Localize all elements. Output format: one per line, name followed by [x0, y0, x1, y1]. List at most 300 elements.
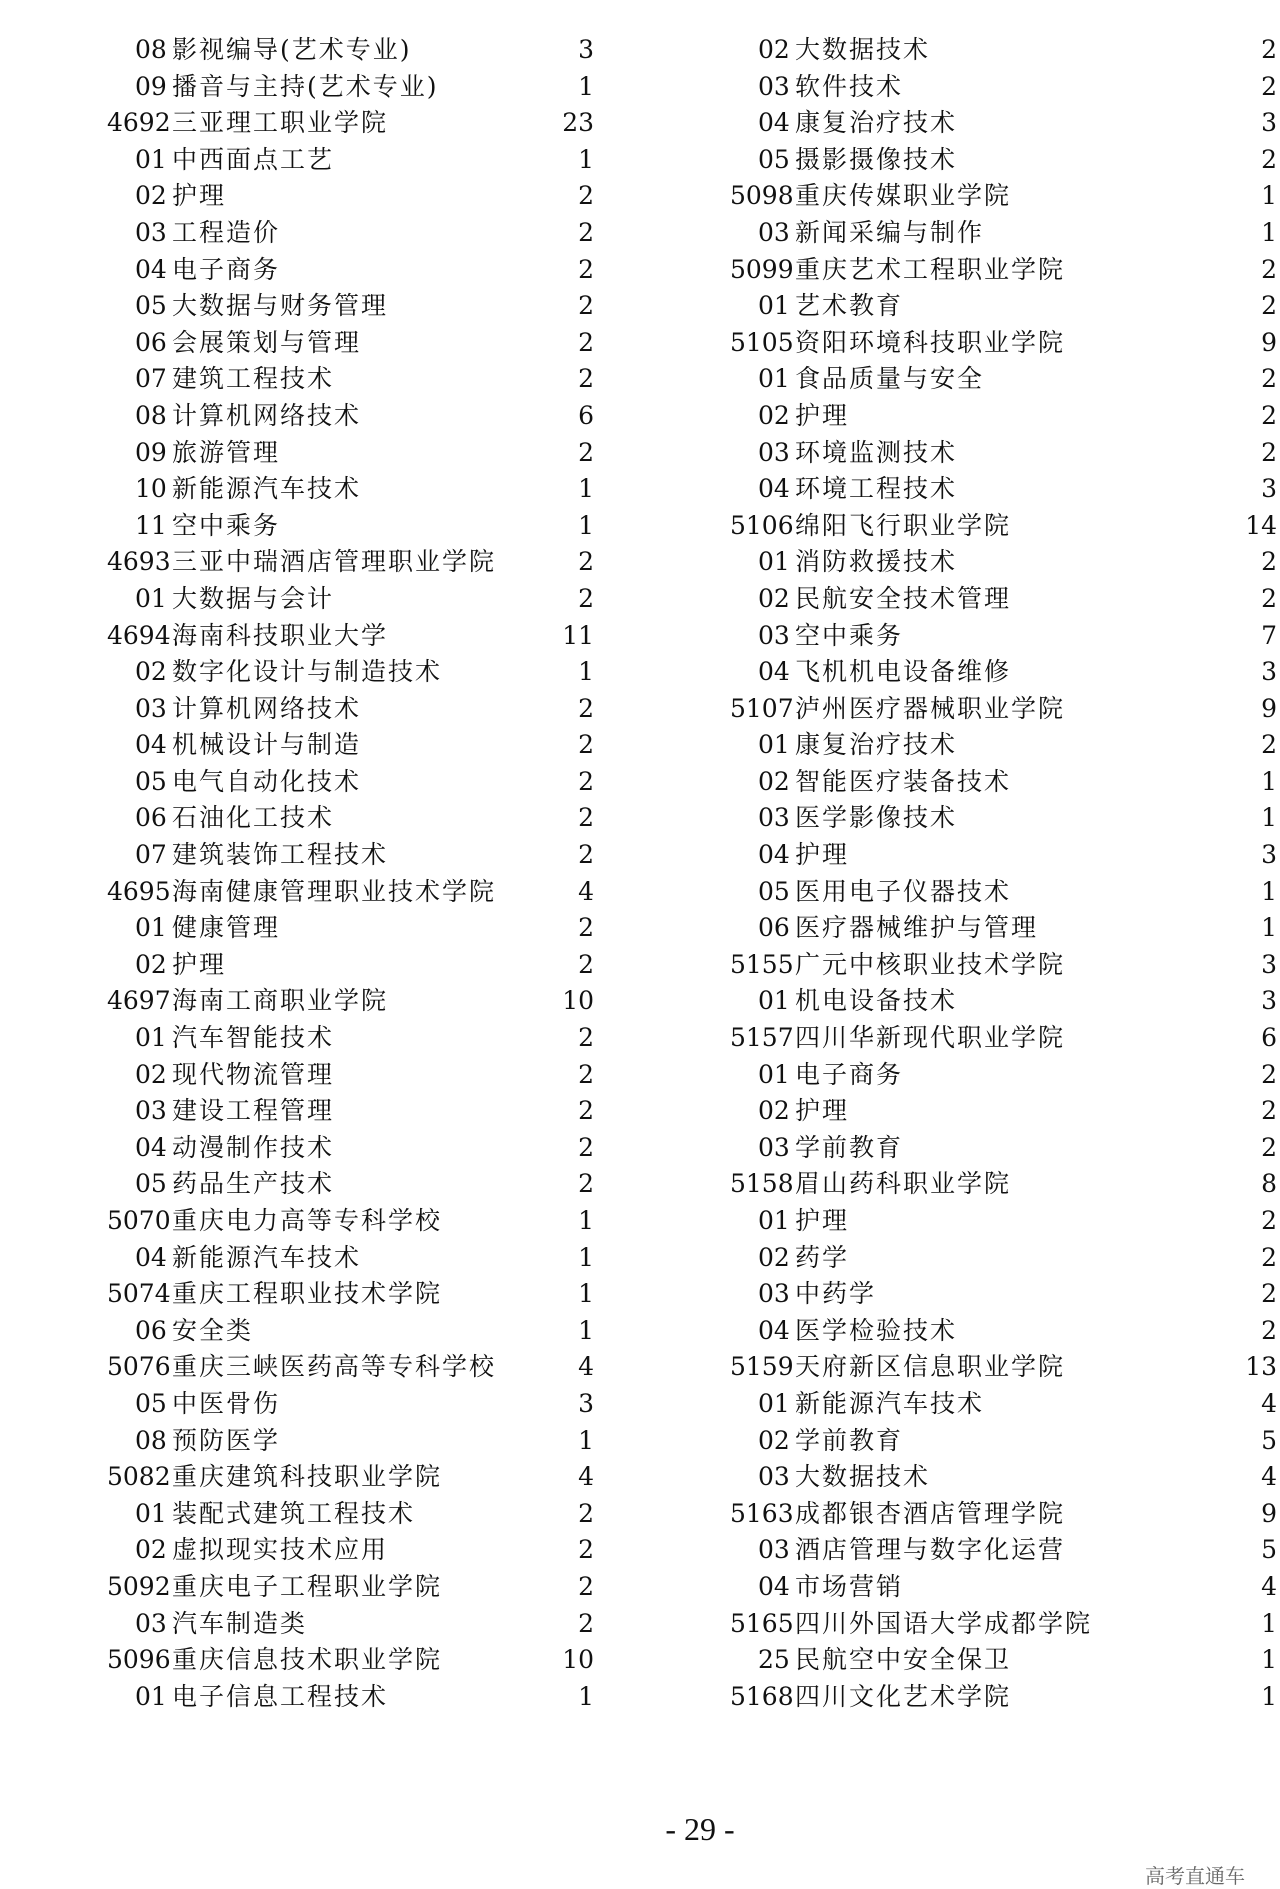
major-code: 01	[758, 1388, 790, 1418]
major-name: 建设工程管理	[172, 1096, 335, 1126]
major-code: 02	[135, 657, 167, 687]
major-row	[0, 910, 640, 947]
major-code: 04	[135, 730, 167, 760]
enrollment-count: 1	[1261, 1645, 1277, 1675]
major-row	[640, 1057, 1280, 1094]
major-code: 03	[758, 620, 790, 650]
enrollment-count: 2	[1261, 1315, 1277, 1345]
major-row	[0, 32, 640, 69]
major-name: 康复治疗技术	[795, 730, 958, 760]
major-name: 护理	[172, 181, 227, 211]
major-name: 动漫制作技术	[172, 1132, 335, 1162]
enrollment-count: 2	[578, 1169, 594, 1199]
major-name: 健康管理	[172, 913, 281, 943]
major-name: 空中乘务	[172, 510, 281, 540]
school-row	[0, 105, 640, 142]
enrollment-count: 1	[578, 1315, 594, 1345]
major-row	[640, 1093, 1280, 1130]
enrollment-count: 2	[1261, 547, 1277, 577]
major-name: 护理	[795, 1206, 850, 1235]
major-code: 09	[135, 437, 167, 467]
enrollment-count: 3	[1261, 986, 1277, 1016]
enrollment-count: 2	[578, 1096, 594, 1126]
major-code: 03	[758, 1535, 790, 1565]
major-code: 04	[758, 657, 790, 687]
major-name: 数字化设计与制造技术	[172, 657, 443, 687]
school-code: 5158	[730, 1169, 794, 1199]
major-name: 会展策划与管理	[172, 327, 362, 357]
major-name: 计算机网络技术	[172, 400, 362, 430]
major-row	[0, 1166, 640, 1203]
major-code: 03	[135, 1608, 167, 1638]
major-name: 摄影摄像技术	[795, 144, 958, 174]
major-code: 02	[758, 1425, 790, 1455]
school-name: 成都银杏酒店管理学院	[795, 1498, 1066, 1528]
school-row	[640, 325, 1280, 362]
major-row	[0, 1093, 640, 1130]
major-code: 03	[758, 1279, 790, 1309]
major-code: 01	[135, 913, 167, 943]
enrollment-count: 1	[578, 510, 594, 540]
major-code: 03	[758, 1462, 790, 1492]
major-code: 02	[135, 1535, 167, 1565]
school-row	[640, 1606, 1280, 1643]
major-name: 电子商务	[795, 1059, 904, 1089]
enrollment-count: 1	[578, 1425, 594, 1455]
major-row	[0, 654, 640, 691]
major-code: 03	[135, 217, 167, 247]
major-code: 02	[758, 400, 790, 430]
major-row	[0, 1057, 640, 1094]
school-name: 三亚理工职业学院	[172, 108, 389, 138]
major-code: 04	[135, 1132, 167, 1162]
enrollment-count: 1	[1261, 876, 1277, 906]
enrollment-count: 2	[578, 840, 594, 870]
school-code: 5155	[730, 949, 794, 979]
major-code: 04	[758, 1315, 790, 1345]
major-code: 02	[135, 949, 167, 979]
major-row	[0, 1496, 640, 1533]
major-row	[0, 1679, 640, 1716]
major-row	[0, 1313, 640, 1350]
school-name: 重庆三峡医药高等专科学校	[172, 1352, 497, 1382]
school-code: 5107	[730, 693, 794, 723]
enrollment-count: 3	[1261, 108, 1277, 138]
major-row	[0, 361, 640, 398]
school-name: 眉山药科职业学院	[795, 1169, 1012, 1199]
major-row	[0, 691, 640, 728]
major-name: 新闻采编与制作	[795, 217, 985, 247]
major-row	[0, 947, 640, 984]
school-name: 重庆电力高等专科学校	[172, 1206, 443, 1235]
major-row	[640, 361, 1280, 398]
right-column	[640, 32, 1280, 1715]
school-code: 5092	[107, 1571, 171, 1601]
major-row	[0, 1240, 640, 1277]
major-name: 护理	[795, 400, 850, 430]
major-name: 学前教育	[795, 1425, 904, 1455]
enrollment-count: 10	[562, 1645, 594, 1675]
enrollment-count: 4	[1261, 1462, 1277, 1492]
major-code: 01	[135, 1681, 167, 1711]
school-code: 5106	[730, 510, 794, 540]
major-code: 06	[135, 1315, 167, 1345]
major-row	[640, 398, 1280, 435]
enrollment-count: 2	[1261, 35, 1277, 64]
enrollment-count: 4	[1261, 1388, 1277, 1418]
school-name: 四川外国语大学成都学院	[795, 1608, 1093, 1638]
page-number: - 29 -	[665, 1811, 735, 1847]
major-code: 02	[135, 1059, 167, 1089]
major-code: 06	[135, 327, 167, 357]
major-row	[640, 874, 1280, 911]
major-row	[640, 1569, 1280, 1606]
major-code: 04	[135, 254, 167, 284]
enrollment-count: 2	[1261, 291, 1277, 321]
major-code: 03	[135, 693, 167, 723]
major-row	[640, 1532, 1280, 1569]
major-name: 大数据技术	[795, 1462, 931, 1492]
enrollment-count: 2	[1261, 400, 1277, 430]
school-code: 4694	[107, 620, 171, 650]
major-code: 03	[135, 1096, 167, 1126]
enrollment-count: 4	[578, 1352, 594, 1382]
major-row	[0, 508, 640, 545]
major-row	[640, 654, 1280, 691]
major-name: 智能医疗装备技术	[795, 766, 1012, 796]
major-name: 新能源汽车技术	[172, 1242, 362, 1272]
major-row	[0, 142, 640, 179]
major-row	[0, 1130, 640, 1167]
major-name: 康复治疗技术	[795, 108, 958, 138]
school-code: 4695	[107, 876, 171, 906]
major-name: 环境工程技术	[795, 474, 958, 504]
school-name: 重庆信息技术职业学院	[172, 1645, 443, 1675]
enrollment-count: 2	[578, 291, 594, 321]
school-name: 泸州医疗器械职业学院	[795, 693, 1066, 723]
major-code: 08	[135, 400, 167, 430]
major-name: 电子商务	[172, 254, 281, 284]
school-code: 5096	[107, 1645, 171, 1675]
enrollment-count: 4	[578, 876, 594, 906]
major-code: 01	[135, 583, 167, 613]
major-row	[0, 471, 640, 508]
major-name: 护理	[795, 1096, 850, 1126]
enrollment-count: 1	[578, 1206, 594, 1235]
school-name: 海南健康管理职业技术学院	[172, 876, 497, 906]
major-name: 汽车智能技术	[172, 1023, 335, 1053]
major-code: 01	[135, 1498, 167, 1528]
enrollment-count: 13	[1245, 1352, 1277, 1382]
enrollment-count: 2	[1261, 144, 1277, 174]
enrollment-count: 5	[1261, 1425, 1277, 1455]
enrollment-count: 2	[578, 913, 594, 943]
school-code: 4697	[107, 986, 171, 1016]
school-code: 4692	[107, 108, 171, 138]
enrollment-count: 1	[1261, 217, 1277, 247]
major-row	[0, 1606, 640, 1643]
major-code: 05	[135, 1388, 167, 1418]
major-name: 虚拟现实技术应用	[172, 1535, 389, 1565]
enrollment-count: 4	[578, 1462, 594, 1492]
major-row	[0, 1386, 640, 1423]
major-row	[640, 983, 1280, 1020]
school-code: 5163	[730, 1498, 794, 1528]
school-name: 天府新区信息职业学院	[795, 1352, 1066, 1382]
enrollment-count: 2	[1261, 1096, 1277, 1126]
enrollment-count: 23	[562, 108, 594, 138]
major-code: 08	[135, 35, 167, 64]
major-name: 影视编导(艺术专业)	[172, 35, 412, 64]
enrollment-count: 2	[1261, 364, 1277, 394]
major-row	[640, 800, 1280, 837]
enrollment-count: 2	[1261, 1132, 1277, 1162]
enrollment-count: 3	[578, 35, 594, 64]
major-name: 大数据与财务管理	[172, 291, 389, 321]
major-code: 01	[135, 144, 167, 174]
major-code: 03	[758, 437, 790, 467]
major-row	[640, 618, 1280, 655]
school-name: 重庆电子工程职业学院	[172, 1571, 443, 1601]
enrollment-count: 2	[578, 217, 594, 247]
enrollment-count: 1	[1261, 913, 1277, 943]
enrollment-count: 1	[578, 1681, 594, 1711]
major-row	[640, 215, 1280, 252]
major-row	[640, 581, 1280, 618]
enrollment-count: 2	[578, 1535, 594, 1565]
major-name: 护理	[795, 840, 850, 870]
school-row	[0, 874, 640, 911]
enrollment-count: 2	[578, 1608, 594, 1638]
enrollment-count: 1	[578, 1242, 594, 1272]
major-name: 药品生产技术	[172, 1169, 335, 1199]
enrollment-count: 1	[578, 71, 594, 101]
major-name: 护理	[172, 949, 227, 979]
enrollment-count: 1	[1261, 803, 1277, 833]
enrollment-count: 2	[578, 1132, 594, 1162]
major-code: 04	[758, 840, 790, 870]
major-name: 汽车制造类	[172, 1608, 308, 1638]
major-code: 01	[758, 1206, 790, 1235]
school-row	[640, 1166, 1280, 1203]
school-row	[0, 618, 640, 655]
major-row	[0, 288, 640, 325]
school-name: 重庆建筑科技职业学院	[172, 1462, 443, 1492]
major-row	[0, 69, 640, 106]
school-row	[640, 1020, 1280, 1057]
major-row	[640, 142, 1280, 179]
enrollment-count: 10	[562, 986, 594, 1016]
enrollment-count: 2	[578, 583, 594, 613]
school-row	[0, 1349, 640, 1386]
left-column	[0, 32, 640, 1715]
major-name: 装配式建筑工程技术	[172, 1498, 416, 1528]
major-name: 软件技术	[795, 71, 904, 101]
major-row	[0, 581, 640, 618]
major-name: 计算机网络技术	[172, 693, 362, 723]
enrollment-count: 2	[578, 254, 594, 284]
major-name: 建筑工程技术	[172, 364, 335, 394]
major-name: 民航空中安全保卫	[795, 1645, 1012, 1675]
school-row	[0, 1459, 640, 1496]
major-row	[640, 1240, 1280, 1277]
major-code: 08	[135, 1425, 167, 1455]
enrollment-count: 7	[1261, 620, 1277, 650]
major-row	[0, 215, 640, 252]
school-code: 5070	[107, 1206, 171, 1235]
school-row	[0, 983, 640, 1020]
enrollment-count: 8	[1261, 1169, 1277, 1199]
major-code: 01	[758, 291, 790, 321]
major-name: 机械设计与制造	[172, 730, 362, 760]
major-name: 飞机机电设备维修	[795, 657, 1012, 687]
enrollment-count: 2	[578, 693, 594, 723]
enrollment-count: 1	[578, 474, 594, 504]
school-name: 重庆工程职业技术学院	[172, 1279, 443, 1309]
enrollment-count: 2	[1261, 437, 1277, 467]
enrollment-count: 6	[1261, 1023, 1277, 1053]
major-code: 04	[758, 1571, 790, 1601]
enrollment-count: 2	[578, 327, 594, 357]
major-code: 02	[758, 766, 790, 796]
major-name: 药学	[795, 1242, 850, 1272]
major-name: 医疗器械维护与管理	[795, 913, 1039, 943]
major-row	[0, 178, 640, 215]
school-row	[640, 252, 1280, 289]
major-name: 医学影像技术	[795, 803, 958, 833]
major-name: 旅游管理	[172, 437, 281, 467]
enrollment-count: 9	[1261, 693, 1277, 723]
enrollment-count: 2	[578, 766, 594, 796]
major-row	[640, 1642, 1280, 1679]
major-name: 民航安全技术管理	[795, 583, 1012, 613]
major-row	[0, 1423, 640, 1460]
major-code: 01	[758, 547, 790, 577]
major-code: 02	[758, 583, 790, 613]
major-code: 06	[135, 803, 167, 833]
major-name: 消防救援技术	[795, 547, 958, 577]
major-name: 医学检验技术	[795, 1315, 958, 1345]
enrollment-count: 1	[1261, 181, 1277, 211]
major-row	[640, 727, 1280, 764]
major-name: 学前教育	[795, 1132, 904, 1162]
major-code: 02	[758, 1242, 790, 1272]
enrollment-count: 2	[578, 437, 594, 467]
major-code: 02	[135, 181, 167, 211]
school-row	[640, 691, 1280, 728]
school-code: 5105	[730, 327, 794, 357]
major-name: 艺术教育	[795, 291, 904, 321]
school-code: 4693	[107, 547, 171, 577]
school-name: 资阳环境科技职业学院	[795, 327, 1066, 357]
school-code: 5074	[107, 1279, 171, 1309]
major-row	[0, 837, 640, 874]
major-row	[0, 764, 640, 801]
major-code: 01	[758, 364, 790, 394]
enrollment-count: 2	[1261, 583, 1277, 613]
enrollment-count: 2	[578, 181, 594, 211]
enrollment-count: 2	[1261, 1206, 1277, 1235]
major-name: 空中乘务	[795, 620, 904, 650]
enrollment-count: 2	[1261, 254, 1277, 284]
enrollment-count: 1	[1261, 766, 1277, 796]
enrollment-count: 1	[578, 657, 594, 687]
enrollment-count: 11	[562, 620, 594, 650]
major-row	[640, 1276, 1280, 1313]
watermark: 高考直通车	[1145, 1864, 1245, 1888]
major-row	[640, 435, 1280, 472]
enrollment-count: 9	[1261, 1498, 1277, 1528]
major-code: 25	[758, 1645, 790, 1675]
school-row	[0, 1642, 640, 1679]
school-name: 绵阳飞行职业学院	[795, 510, 1012, 540]
major-code: 03	[758, 71, 790, 101]
major-code: 02	[758, 35, 790, 64]
enrollment-count: 2	[1261, 730, 1277, 760]
major-code: 07	[135, 840, 167, 870]
major-code: 01	[135, 1023, 167, 1053]
major-code: 04	[135, 1242, 167, 1272]
major-row	[640, 910, 1280, 947]
major-code: 09	[135, 71, 167, 101]
major-name: 市场营销	[795, 1571, 904, 1601]
major-row	[640, 1203, 1280, 1240]
major-name: 中西面点工艺	[172, 144, 335, 174]
school-code: 5159	[730, 1352, 794, 1382]
major-row	[640, 837, 1280, 874]
major-name: 新能源汽车技术	[795, 1388, 985, 1418]
major-code: 11	[135, 510, 167, 540]
major-code: 01	[758, 730, 790, 760]
major-name: 播音与主持(艺术专业)	[172, 71, 439, 101]
enrollment-count: 1	[578, 1279, 594, 1309]
enrollment-count: 2	[1261, 1059, 1277, 1089]
major-name: 环境监测技术	[795, 437, 958, 467]
school-name: 海南工商职业学院	[172, 986, 389, 1016]
major-name: 医用电子仪器技术	[795, 876, 1012, 906]
school-name: 重庆艺术工程职业学院	[795, 254, 1066, 284]
enrollment-count: 2	[1261, 71, 1277, 101]
school-row	[0, 1276, 640, 1313]
enrollment-count: 2	[1261, 1242, 1277, 1272]
major-row	[640, 69, 1280, 106]
school-row	[640, 1496, 1280, 1533]
major-name: 中医骨伤	[172, 1388, 281, 1418]
major-name: 工程造价	[172, 217, 281, 247]
school-code: 5098	[730, 181, 794, 211]
enrollment-count: 2	[578, 1571, 594, 1601]
school-name: 三亚中瑞酒店管理职业学院	[172, 547, 497, 577]
major-row	[0, 252, 640, 289]
enrollment-count: 2	[578, 1059, 594, 1089]
major-name: 中药学	[795, 1279, 877, 1309]
major-code: 04	[758, 474, 790, 504]
enrollment-count: 2	[578, 1023, 594, 1053]
major-row	[640, 1386, 1280, 1423]
enrollment-count: 1	[578, 144, 594, 174]
school-row	[0, 544, 640, 581]
school-code: 5076	[107, 1352, 171, 1382]
school-name: 广元中核职业技术学院	[795, 949, 1066, 979]
major-name: 食品质量与安全	[795, 364, 985, 394]
enrollment-count: 2	[578, 730, 594, 760]
major-name: 大数据与会计	[172, 583, 335, 613]
school-row	[640, 947, 1280, 984]
major-row	[0, 1020, 640, 1057]
enrollment-count: 5	[1261, 1535, 1277, 1565]
major-row	[640, 105, 1280, 142]
enrollment-count: 3	[1261, 840, 1277, 870]
